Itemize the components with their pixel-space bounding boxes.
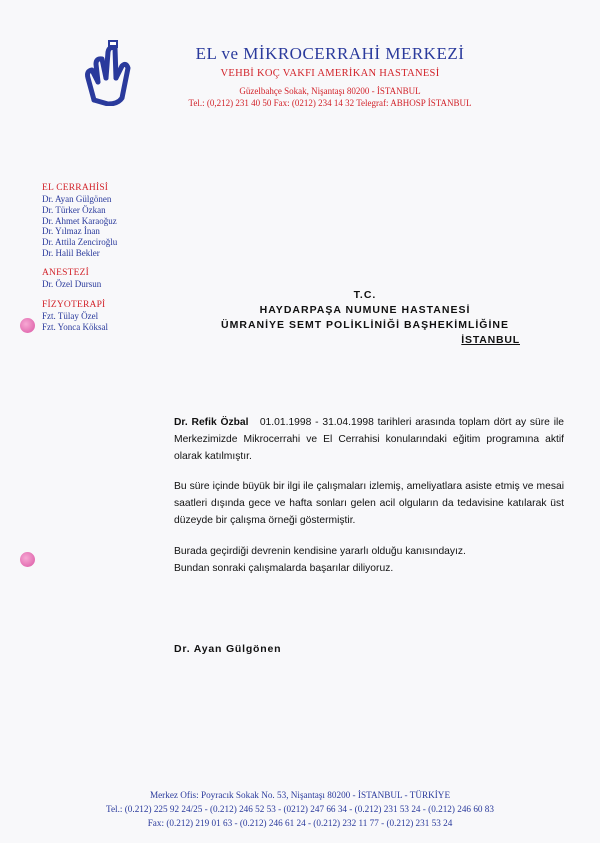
recipient-line: HAYDARPAŞA NUMUNE HASTANESİ xyxy=(259,304,471,316)
footer-text: (0.212) 225 92 24/25 - (0.212) 246 52 53 - (0212) 247 66 34 - (0.212) 231 53 24 - (0.212) 246 60 83 xyxy=(124,804,494,814)
footer-fax xyxy=(0,818,600,828)
punch-hole xyxy=(20,318,35,333)
staff-group-anesthesia xyxy=(42,268,101,290)
staff-group-heading: EL CERRAHİSİ xyxy=(42,183,109,193)
recipient-line: ÜMRANİYE SEMT POLİKLİNİĞİ BAŞHEKİMLİĞİNE xyxy=(221,319,509,331)
footer-office xyxy=(0,790,600,800)
staff-name: Dr. Ahmet Karaoğuz xyxy=(42,215,117,226)
letterhead-address: Güzelbahçe Sokak, Nişantaşı 80200 - İSTANBUL xyxy=(239,86,421,96)
letterhead-subtitle: VEHBİ KOÇ VAKFI AMERİKAN HASTANESİ xyxy=(220,68,440,79)
punch-hole xyxy=(20,552,35,567)
staff-group-hand-surgery xyxy=(42,183,117,259)
trainee-name: Dr. Refik Özbal xyxy=(174,417,249,428)
footer-tel xyxy=(0,804,600,814)
staff-name: Dr. Türker Özkan xyxy=(42,204,106,215)
body-paragraph-1 xyxy=(174,414,564,465)
staff-group-heading: ANESTEZİ xyxy=(42,268,89,278)
footer-label: Tel.: xyxy=(106,804,123,814)
footer-text: Poyracık Sokak No. 53, Nişantaşı 80200 - İSTANBUL - TÜRKİYE xyxy=(200,790,451,800)
staff-name: Fzt. Tülay Özel xyxy=(42,311,99,321)
staff-group-heading: FİZYOTERAPİ xyxy=(42,300,106,310)
recipient-city: İSTANBUL xyxy=(461,334,520,346)
staff-name: Dr. Özel Dursun xyxy=(42,279,102,289)
body-paragraph-3 xyxy=(174,543,564,577)
footer-label: Merkez Ofis: xyxy=(149,790,199,800)
staff-name: Dr. Ayan Gülgönen xyxy=(42,194,112,204)
staff-name: Dr. Halil Bekler xyxy=(42,247,100,258)
staff-name: Dr. Yılmaz İnan xyxy=(42,226,100,237)
paragraph-text: 01.01.1998 - 31.04.1998 tarihleri arasında toplam dört ay süre ile Merkezimizde Mikrocerrahi ve El Cerrahisi konularındaki eğitim programına aktif olarak katılmıştır. xyxy=(174,417,564,462)
paragraph-line: Bundan sonraki çalışmalarda başarılar diliyoruz. xyxy=(174,563,394,574)
body-paragraph-2: Bu süre içinde büyük bir ilgi ile çalışmaları izlemiş, ameliyatlara asiste etmiş ve mesai saatleri dışında gece ve hafta sonları gelen acil olguların da tedavisine katılarak üst düzeyde bir çalışma örneği göstermiştir. xyxy=(174,481,564,526)
signature-name: Dr. Ayan Gülgönen xyxy=(174,643,282,655)
staff-name: Fzt. Yonca Köksal xyxy=(42,321,109,332)
footer-label: Fax: xyxy=(147,818,165,828)
paragraph-line: Burada geçirdiği devrenin kendisine yararlı olduğu kanısındayız. xyxy=(174,546,466,557)
footer-text: (0.212) 219 01 63 - (0.212) 246 61 24 - (0.212) 232 11 77 - (0.212) 231 53 24 xyxy=(166,818,453,828)
staff-group-physiotherapy xyxy=(42,300,108,333)
letterhead-contact: Tel.: (0,212) 231 40 50 Fax: (0212) 234 14 32 Telegraf: ABHOSP İSTANBUL xyxy=(188,98,472,108)
hand-logo-icon xyxy=(80,38,132,106)
recipient-line: T.C. xyxy=(353,289,377,301)
letterhead-title: EL ve MİKROCERRAHİ MERKEZİ xyxy=(195,44,465,63)
staff-name: Dr. Attila Zenciroğlu xyxy=(42,237,118,248)
